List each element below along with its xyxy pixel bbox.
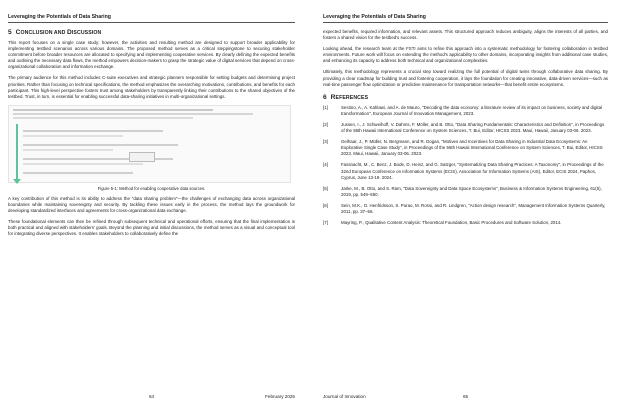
- reference-number: [7]: [323, 220, 328, 226]
- footer-date: February 2025: [265, 394, 295, 399]
- reference-text: Sestino, A., A. Kahlawi, and A. de Mauro, "Decoding the data economy: a literature review of its impact on business, society and digital transformation", European Journal of Innovation Management, 2023.: [341, 104, 602, 116]
- section-heading: [8, 29, 295, 36]
- figure: [8, 105, 295, 191]
- reference-number: [1]: [323, 104, 328, 110]
- reference-text: Fassnacht, M., C. Benz, J. Bode, D. Heinz, and G. Satzger, "Systematizing Data Sharing Practices: A Taxonomy", in Proceedings of the 32nd European Conference on Information Systems (ECIS), Association for Information Systems (AIS), Editor, ECIS 2024, Paphos, Cyprus, June 13-19. 2024.: [341, 162, 604, 180]
- reference-number: [6]: [323, 202, 328, 208]
- reference-number: [3]: [323, 139, 328, 145]
- reference-text: Sein, M.K., O. Henfridsson, S. Purao, M. Rossi, and R. Lindgren, "Action design research", Management Information Systems Quarterly, 2011, pp. 37–56.: [341, 202, 606, 214]
- page-number: 65: [462, 394, 469, 399]
- reference-item: [323, 139, 608, 157]
- reference-text: Gelhaar, J., P. Müller, N. Bergmann, and R. Dogan, "Motives and Incentives for Data Sharing in Industrial Data Ecosystems: An Explorative Single Case Study", in Proceedings of the 56th Hawaii International Conference on System Sciences, T. Bui, Editor, HICSS 2023. Maui, Hawaii, January 03-06. 2023.: [341, 139, 603, 157]
- journal-name: Journal of Innovation: [323, 394, 366, 399]
- reference-number: [5]: [323, 185, 328, 191]
- reference-text: Jarke, M., B. Otto, and S. Ram, "Data Sovereignty and Data Space Ecosystems", Business & Information Systems Engineering, 61(5), 2019, pp. 549–550.: [341, 185, 602, 197]
- paragraph: This report focuses on a single case study; however, the activities and resulting method are designed to support broader applicability for implementing testbed scenarios across various domains. The proposed method serves as a critical steppingstone to securing stakeholder commitment before broader resources are allocated to specifying and implementing cooperative services. By clearly defining the expected benefits and outlining the necessary data flows, the method empowers decision-makers to grasp the strategic value of digital services that depend on cross-organizational collaboration and information exchange.: [8, 40, 295, 70]
- right-page: [309, 0, 618, 400]
- reference-list: [323, 105, 608, 226]
- section-title-initial: C: [15, 29, 21, 36]
- section-title-initial: R: [330, 93, 336, 101]
- reference-text: Mayring, P., Qualitative Content Analysis: Theoretical Foundation, Basic Procedures and Software Solution, 2014.: [341, 220, 562, 226]
- reference-item: [323, 203, 608, 215]
- reference-item: [323, 220, 608, 226]
- section-title-rest: EFERENCES: [335, 94, 369, 101]
- reference-number: [2]: [323, 121, 328, 127]
- reference-item: [323, 122, 608, 134]
- reference-item: [323, 105, 608, 117]
- reference-item: [323, 186, 608, 198]
- figure-caption: Figure 5-1: Method for enabling cooperative data sources.: [97, 185, 206, 191]
- section-title-rest: ONCLUSION AND: [20, 30, 67, 36]
- running-header: Leveraging the Potentials of Data Sharing: [8, 14, 295, 23]
- section-number: 6: [323, 93, 327, 101]
- section-title-initial-2: D: [67, 29, 72, 36]
- method-figure-image: [8, 105, 291, 183]
- section-number: 5: [8, 29, 12, 36]
- reference-number: [4]: [323, 162, 328, 168]
- section-heading: [323, 94, 608, 101]
- paragraph: expected benefits, required information, and relevant assets. This structured approach reduces ambiguity, aligns the interests of all parties, and fosters a shared vision for the testbed's success.: [323, 29, 608, 41]
- paragraph: Ultimately, this methodology represents a crucial step toward realizing the full potential of digital twins through collaborative data sharing. By providing a clear roadmap for building trust and fostering cooperation, it lays the foundation for creating innovative, data-driven services—such as real-time passenger flow optimization or predictive maintenance for transportation networks—that benefit entire ecosystems.: [323, 69, 608, 87]
- reference-item: [323, 162, 608, 180]
- paragraph: These foundational elements can then be refined through subsequent technical and operational efforts, ensuring that the final implementation is both practical and aligned with stakeholders' goals. Beyond the planning and initial discussions, the method serves as a visual and conceptual tool for integrating diverse perspectives. It enables stakeholders to collaboratively define the: [8, 219, 295, 237]
- paragraph: The primary audience for this method includes C-suite executives and strategic planners responsible for setting budgets and determining project priorities. Rather than focusing on technical specifications, the method emphasizes the overarching motivations, contributions, and benefits for each participant. This high-level perspective fosters trust among stakeholders by transparently linking their contributions to the shared objectives of the testbed. Trust, in turn, is essential for enabling successful data-sharing initiatives in multi-organizational settings.: [8, 75, 295, 99]
- paragraph: Looking ahead, the research team at the FSTI aims to refine this approach into a systematic methodology for fostering collaboration in testbed environments. Future work will focus on extending the method's applicability to other domains, incorporating insights from additional case studies, and enhancing its capacity to address both technical and organizational complexities.: [323, 46, 608, 64]
- page-number: 64: [148, 394, 155, 399]
- running-header: Leveraging the Potentials of Data Sharing: [323, 14, 608, 23]
- section-title-end: ISCUSSION: [71, 30, 102, 36]
- reference-text: Jussen, I., J. Schweihoff, V. Dahms, F. Möller, and B. Otto, "Data Sharing Fundamentals: Characteristics and Definition", in Proceedings of the 56th Hawaii International Conference on System Sciences, T. Bui, Editor, HICSS 2023. Maui, Hawaii, January 03-06. 2023.: [341, 121, 605, 134]
- paragraph: A key contribution of this method is its ability to address the "data sharing problem"—the challenges of exchanging data across organizational boundaries while maintaining sovereignty and security. By tackling these issues early in the process, the method lays the groundwork for developing standardized interfaces and agreements for cross-organizational data exchange.: [8, 195, 295, 214]
